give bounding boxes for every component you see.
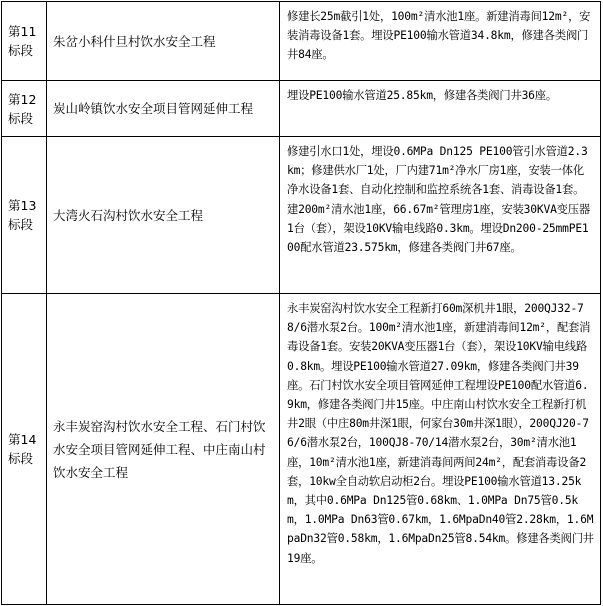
table-row: [2, 81, 601, 137]
content-cell: 修建引水口1处，埋设0.6MPa Dn125 PE100管引水管道2.3km；修建供水厂1处，厂内建71m²净水厂房1座，安装一体化净水设备1套、自动化控制和监控系统各1套、消毒设备1套。建200m²清水池1座，66.67m²管理房1座，安装30KVA变压器1台（套），架设10KV输电线路0.3km。埋设Dn200-25mmPE100配水管道23.575km，修建各类阀门井67座。: [280, 137, 601, 294]
project-cell: 大湾火石沟村饮水安全工程: [47, 137, 280, 294]
content-cell: 永丰炭窑沟村饮水安全工程新打60m深机井1眼，200QJ32-78/6潜水泵2台。100m²清水池1座，新建消毒间12m²，配套消毒设备1套。安装20KVA变压器1台（套），架设10KV输电线路0.8km。埋设PE100输水管道27.09km，修建各类阀门井39座。石门村饮水安全项目管网延伸工程埋设PE100配水管道6.9km，修建各类阀门井15座。中庄南山村饮水安全工程新打机井2眼（中庄80m井深1眼，何家台30m井深1眼），200QJ20-76/6潜水泵2台，100QJ8-70/14潜水泵2台，30m²清水池1座，10m²清水池1座，新建消毒间两间24m²，配套消毒设备2套，10kw全自动软启动柜2台。埋设PE100输水管道13.25km，其中0.6MPa Dn125管0.68km、1.0MPa Dn75管0.5km，1.0MPa Dn63管0.67km，1.6MpaDn40管2.28km，1.6MpaDn32管0.58km，1.6MpaDn25管8.54km。修建各类阀门井19座。: [280, 294, 601, 605]
project-cell: 永丰炭窑沟村饮水安全工程、石门村饮水安全项目管网延伸工程、中庄南山村饮水安全工程: [47, 294, 280, 605]
content-cell: 埋设PE100输水管道25.85km，修建各类阀门井36座。: [280, 81, 601, 137]
section-cell: 第12标段: [2, 81, 47, 137]
table-row: [2, 2, 601, 81]
works-table: [1, 1, 601, 605]
section-cell: 第11标段: [2, 2, 47, 81]
project-cell: 炭山岭镇饮水安全项目管网延伸工程: [47, 81, 280, 137]
project-cell: 朱岔小科什旦村饮水安全工程: [47, 2, 280, 81]
section-cell: 第13标段: [2, 137, 47, 294]
table-row: [2, 137, 601, 294]
table-row: [2, 294, 601, 605]
content-cell: 修建长25m截引1处，100m²清水池1座。新建消毒间12m²，安装消毒设备1套。埋设PE100输水管道34.8km，修建各类阀门井84座。: [280, 2, 601, 81]
section-cell: 第14标段: [2, 294, 47, 605]
